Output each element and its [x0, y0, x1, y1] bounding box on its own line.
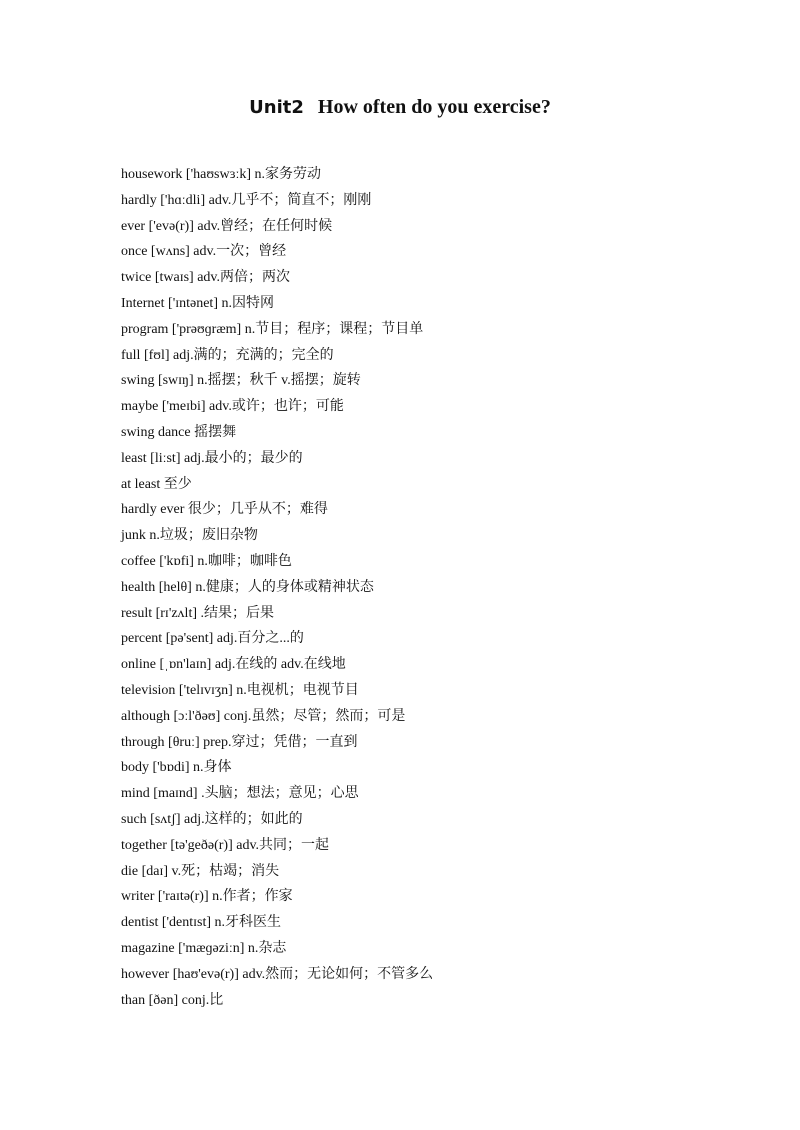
unit-label: Unit2: [249, 97, 304, 118]
vocab-entry: junk n.垃圾；废旧杂物: [121, 528, 258, 544]
vocab-entry: than [ðən] conj.比: [121, 992, 224, 1008]
vocab-entry: result [rɪ'zʌlt] .结果；后果: [121, 605, 274, 621]
vocab-entry: dentist ['dentɪst] n.牙科医生: [121, 915, 282, 931]
vocab-entry: magazine ['mæɡəziːn] n.杂志: [121, 940, 287, 956]
vocab-entry: together [tə'geðə(r)] adv.共同；一起: [121, 837, 330, 853]
vocab-entry: twice [twaɪs] adv.两倍；两次: [121, 270, 290, 286]
vocab-entry: once [wʌns] adv.一次；曾经: [121, 244, 287, 260]
vocab-entry: hardly ['hɑːdli] adv.几乎不；简直不；刚刚: [121, 192, 372, 208]
vocab-entry: mind [maɪnd] .头脑；想法；意见；心思: [121, 786, 359, 802]
vocab-entry: swing dance 摇摆舞: [121, 424, 237, 440]
page-title: [0, 96, 800, 119]
vocab-entry: such [sʌtʃ] adj.这样的；如此的: [121, 811, 303, 827]
vocab-entry: although [ɔːl'ðəʊ] conj.虽然；尽管；然而；可是: [121, 708, 406, 724]
vocab-entry: however [haʊ'evə(r)] adv.然而；无论如何；不管多么: [121, 966, 434, 982]
vocab-entry: ever ['evə(r)] adv.曾经；在任何时候: [121, 218, 333, 234]
vocab-entry: body ['bɒdi] n.身体: [121, 760, 232, 776]
vocab-entry: through [θruː] prep.穿过；凭借；一直到: [121, 734, 358, 750]
vocab-entry: coffee ['kɒfi] n.咖啡；咖啡色: [121, 553, 292, 569]
vocab-entry: swing [swɪŋ] n.摇摆；秋千 v.摇摆；旋转: [121, 373, 361, 389]
vocab-entry: hardly ever 很少；几乎从不；难得: [121, 502, 328, 518]
vocab-entry: full [fʊl] adj.满的；充满的；完全的: [121, 347, 334, 363]
vocab-entry: writer ['raɪtə(r)] n.作者；作家: [121, 889, 293, 905]
unit-title: How often do you exercise?: [317, 96, 551, 118]
vocab-entry: program ['prəʊɡræm] n.节目；程序；课程；节目单: [121, 321, 424, 337]
vocab-entry: at least 至少: [121, 476, 192, 492]
vocab-entry: television ['telɪvɪʒn] n.电视机；电视节目: [121, 682, 359, 698]
vocabulary-list: [121, 162, 433, 1013]
vocab-entry: maybe ['meɪbi] adv.或许；也许；可能: [121, 399, 344, 415]
vocab-entry: health [helθ] n.健康；人的身体或精神状态: [121, 579, 374, 595]
vocab-entry: housework ['haʊswɜːk] n.家务劳动: [121, 167, 322, 182]
vocab-entry: online [ˌɒn'laɪn] adj.在线的 adv.在线地: [121, 657, 346, 673]
vocab-entry: least [liːst] adj.最小的；最少的: [121, 450, 303, 466]
vocab-entry: die [daɪ] v.死；枯竭；消失: [121, 863, 280, 879]
vocab-entry: percent [pə'sent] adj.百分之...的: [121, 631, 304, 647]
vocab-entry: Internet ['ɪntənet] n.因特网: [121, 295, 274, 311]
